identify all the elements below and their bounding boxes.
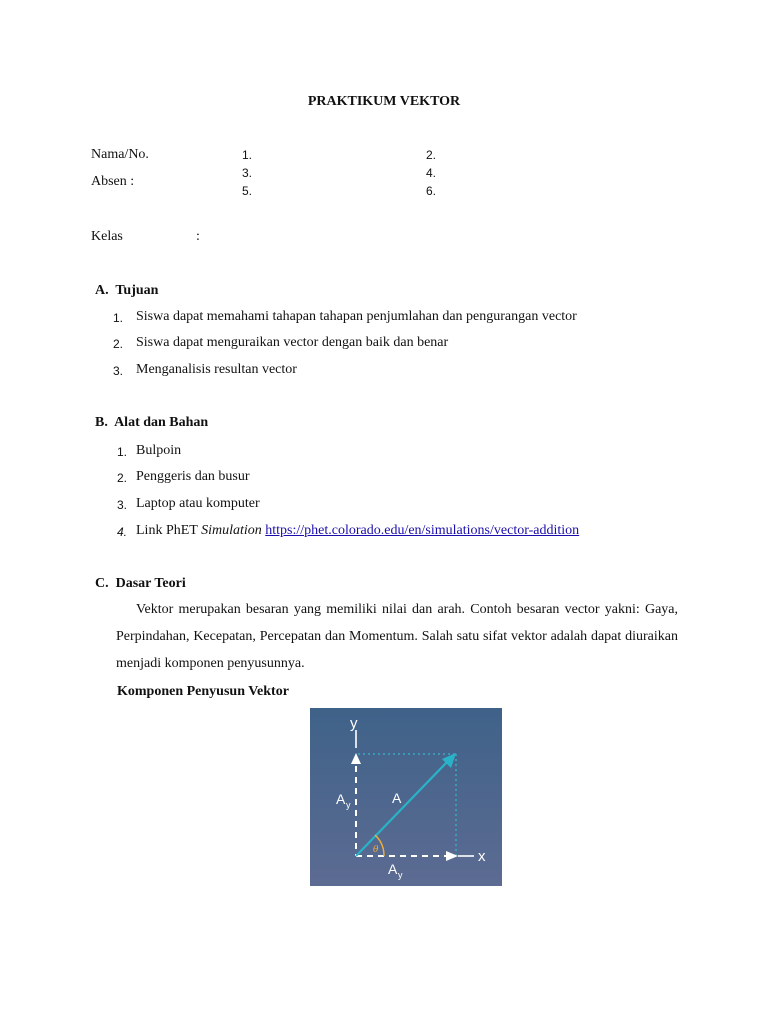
- member-number-1: 1.: [242, 148, 253, 162]
- nama-label: Nama/No.: [91, 147, 149, 162]
- alat-item-2: Penggeris dan busur: [136, 469, 250, 484]
- vector-a-label: A: [392, 790, 402, 806]
- tujuan-item-1: Siswa dapat memahami tahapan tahapan penjumlahan dan pengurangan vector: [136, 309, 577, 324]
- tujuan-item-2: Siswa dapat menguraikan vector dengan baik dan benar: [136, 335, 449, 350]
- x-component-label: A: [388, 861, 398, 877]
- tujuan-number-2: 2.: [113, 337, 124, 351]
- member-number-3: 3.: [242, 166, 253, 180]
- vector-component-figure: [310, 708, 502, 886]
- y-component-label: A: [336, 791, 346, 807]
- section-a-heading: A. Tujuan: [95, 283, 159, 298]
- member-number-5: 5.: [242, 184, 253, 198]
- absen-label: Absen :: [91, 174, 135, 189]
- theta-label: θ: [373, 845, 379, 855]
- kelas-colon: :: [196, 229, 200, 244]
- member-number-6: 6.: [426, 184, 437, 198]
- section-c-heading: C. Dasar Teori: [95, 576, 186, 591]
- member-number-4: 4.: [426, 166, 437, 180]
- y-component-label-subscript: y: [346, 800, 351, 810]
- dasar-teori-paragraph: Vektor merupakan besaran yang memiliki nilai dan arah. Contoh besaran vector yakni: Gaya, Perpindahan, Kecepatan, Percepatan dan Momentum. Salah satu sifat vektor adalah dapat diuraikan menjadi komponen penyusunnya.: [116, 602, 678, 671]
- tujuan-number-1: 1.: [113, 311, 124, 325]
- x-component-label-subscript: y: [398, 870, 403, 880]
- page-title: PRAKTIKUM VEKTOR: [307, 94, 461, 109]
- x-axis-label: x: [478, 848, 486, 865]
- vector-diagram: [310, 708, 502, 886]
- tujuan-number-3: 3.: [113, 364, 124, 378]
- kelas-label: Kelas: [91, 229, 123, 244]
- section-b-heading: B. Alat dan Bahan: [95, 415, 209, 430]
- member-number-2: 2.: [426, 148, 437, 162]
- alat-item-4-italic: Simulation: [201, 523, 262, 538]
- alat-number-4: 4.: [117, 525, 128, 539]
- alat-item-4-prefix: Link PhET: [136, 523, 202, 538]
- komponen-subheading: Komponen Penyusun Vektor: [117, 684, 289, 699]
- alat-number-1: 1.: [117, 445, 128, 459]
- alat-number-3: 3.: [117, 498, 128, 512]
- alat-number-2: 2.: [117, 471, 128, 485]
- y-axis-label: y: [350, 715, 358, 732]
- phet-simulation-link[interactable]: https://phet.colorado.edu/en/simulations/vector-addition: [265, 523, 580, 538]
- alat-item-1: Bulpoin: [136, 443, 182, 458]
- alat-item-3: Laptop atau komputer: [136, 496, 260, 511]
- alat-item-4: [136, 523, 579, 540]
- tujuan-item-3: Menganalisis resultan vector: [136, 362, 297, 377]
